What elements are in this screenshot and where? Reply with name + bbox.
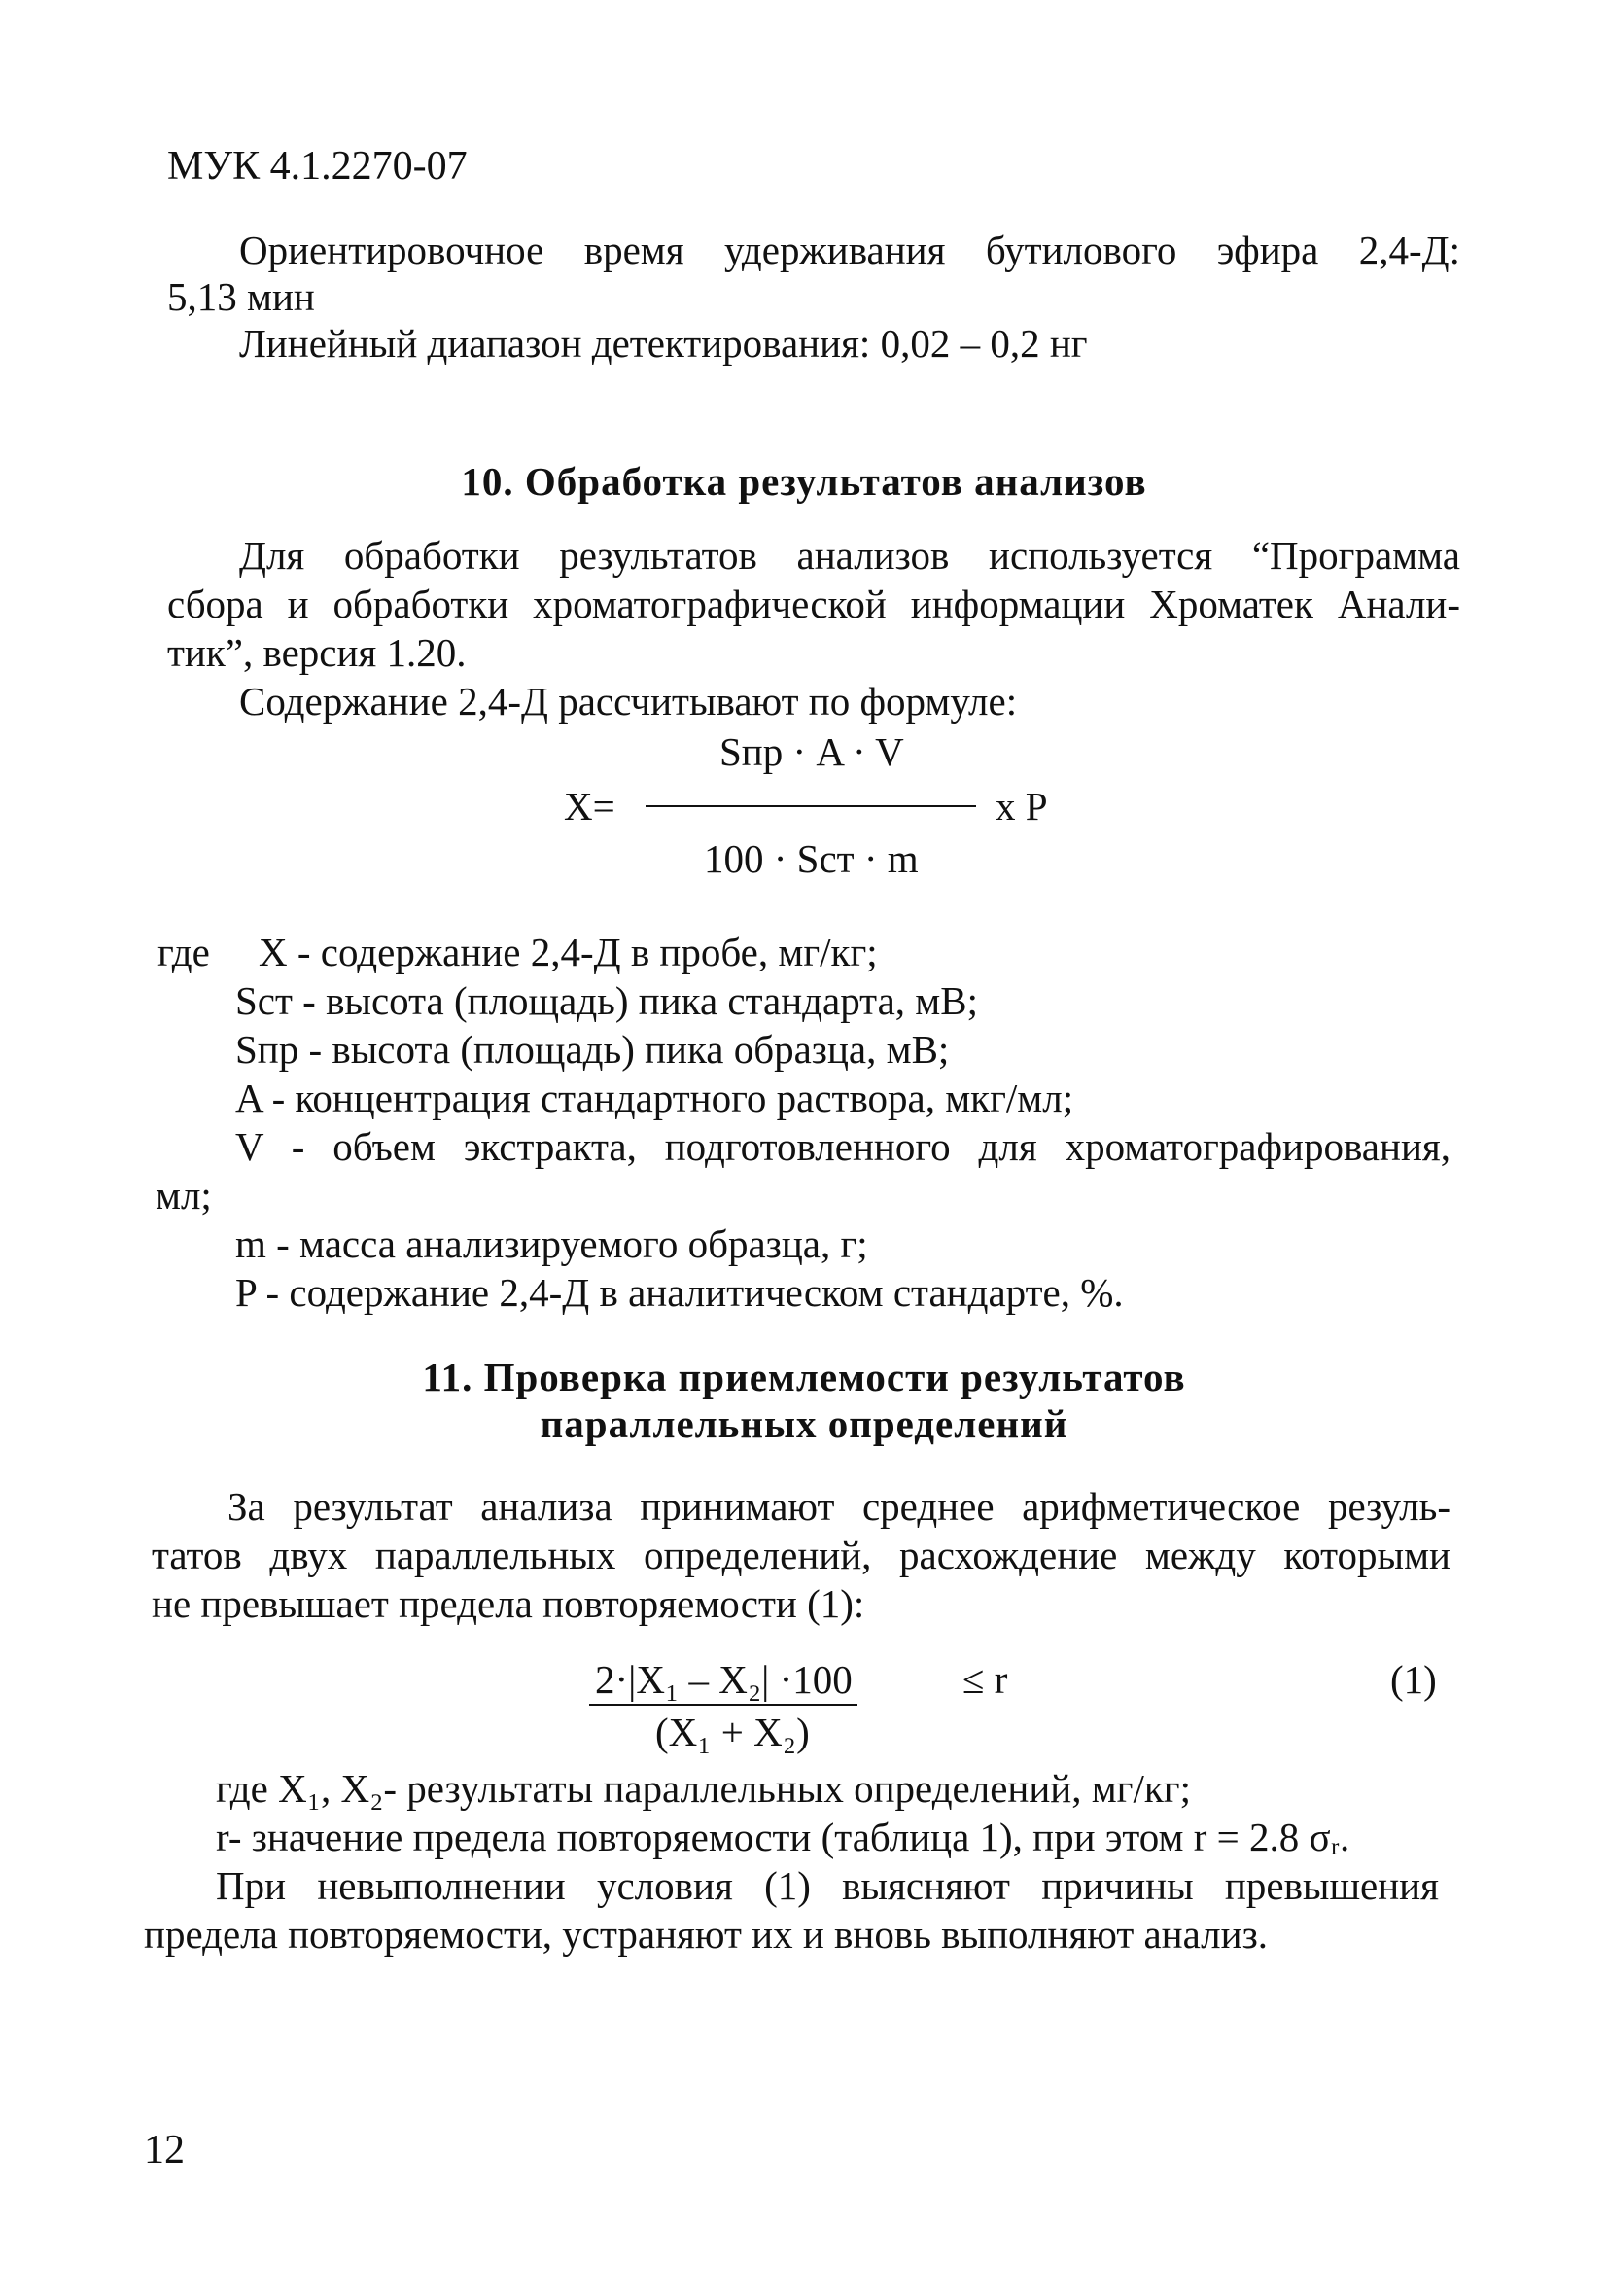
section-10-heading: 10. Обработка результатов анализов	[461, 459, 1147, 504]
definition-v: V - объем экстракта, подготовленного для хроматографирования,	[235, 1124, 1451, 1169]
formula-x-denominator: 100 · Sст · m	[704, 836, 919, 881]
section-11-paragraph-line-2: татов двух параллельных определений, расхождение между которыми	[152, 1533, 1451, 1577]
where-word: где	[157, 930, 210, 974]
definition-s-pr: Sпр - высота (площадь) пика образца, мВ;	[235, 1027, 950, 1072]
definition-x: X - содержание 2,4-Д в пробе, мг/кг;	[259, 930, 878, 974]
section-11-heading-line-2: параллельных определений	[540, 1401, 1068, 1446]
formula-1-number: (1)	[1390, 1657, 1437, 1702]
definition-v-unit: мл;	[156, 1173, 212, 1218]
section-11-heading-line-1: 11. Проверка приемлемости результатов	[422, 1355, 1186, 1399]
where-x1-x2-line: где X₁, X₂- результаты параллельных определений, мг/кг;	[216, 1766, 1192, 1811]
formula-1-fraction-bar	[589, 1704, 857, 1706]
definition-p: P - содержание 2,4-Д в аналитическом стандарте, %.	[235, 1270, 1124, 1315]
document-code: МУК 4.1.2270-07	[167, 144, 468, 189]
formula-1-numerator: 2·|X₁ – X₂| ·100	[595, 1657, 853, 1702]
page-number: 12	[144, 2128, 185, 2172]
section-11-paragraph-line-1: За результат анализа принимают среднее арифметическое резуль-	[227, 1484, 1451, 1529]
formula-1-relation: ≤ r	[962, 1657, 1008, 1702]
section-10-paragraph-line-3: тик”, версия 1.20.	[167, 630, 467, 675]
retention-time-line: Ориентировочное время удерживания бутилового эфира 2,4-Д:	[239, 228, 1460, 272]
formula-x-numerator: Sпр · A · V	[719, 729, 904, 774]
formula-x-rhs: x P	[996, 784, 1048, 829]
section-10-paragraph-line-2: сбора и обработки хроматографической информации Хроматек Анали-	[167, 582, 1460, 626]
formula-intro: Содержание 2,4-Д рассчитывают по формуле:	[239, 679, 1018, 724]
formula-x-lhs: X=	[564, 784, 615, 829]
definition-s-st: Sст - высота (площадь) пика стандарта, мВ;	[235, 978, 978, 1023]
failure-condition-line-1: При невыполнении условия (1) выясняют причины превышения	[216, 1863, 1439, 1908]
definition-m: m - масса анализируемого образца, г;	[235, 1221, 868, 1266]
formula-x-fraction-bar	[646, 805, 976, 807]
section-10-paragraph-line-1: Для обработки результатов анализов используется “Программа	[239, 533, 1460, 578]
formula-1-denominator: (X₁ + X₂)	[655, 1710, 810, 1754]
definition-a: A - концентрация стандартного раствора, мкг/мл;	[235, 1076, 1074, 1120]
linear-range-line: Линейный диапазон детектирования: 0,02 – 0,2 нг	[239, 321, 1088, 366]
failure-condition-line-2: предела повторяемости, устраняют их и вновь выполняют анализ.	[144, 1912, 1269, 1957]
retention-time-value: 5,13 мин	[167, 274, 315, 319]
section-11-paragraph-line-3: не превышает предела повторяемости (1):	[152, 1581, 865, 1626]
repeatability-limit-line: r- значение предела повторяемости (таблица 1), при этом r = 2.8 σᵣ.	[216, 1815, 1350, 1859]
